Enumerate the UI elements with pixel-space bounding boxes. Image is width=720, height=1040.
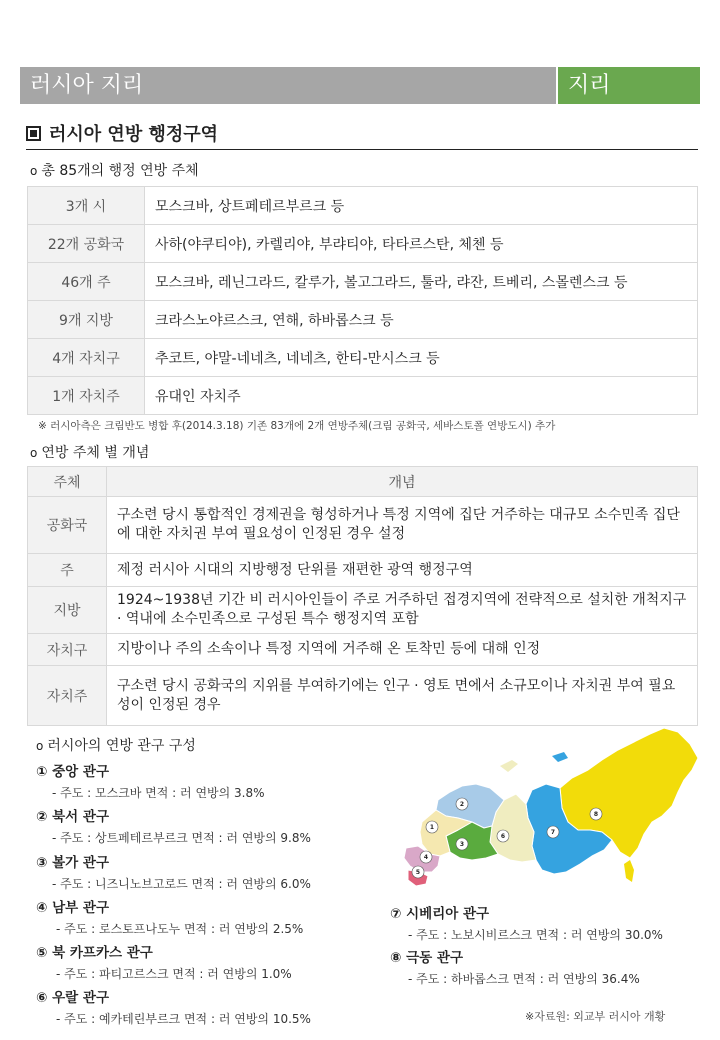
- map-marker-4: [420, 851, 432, 863]
- table-cell-key: 4개 자치구: [28, 339, 145, 377]
- map-marker-7: [547, 826, 559, 838]
- district-title: ⑦ 시베리아 관구: [390, 906, 490, 922]
- concepts-heading: [30, 442, 149, 462]
- table-row: [28, 497, 698, 554]
- map-label-5: 5: [415, 869, 421, 876]
- district-title: ① 중앙 관구: [36, 764, 109, 780]
- table-cell-key: 1개 자치주: [28, 377, 145, 415]
- table-row: [28, 187, 698, 225]
- district-detail: - 주도 : 하바롭스크 면적 : 러 연방의 36.4%: [408, 972, 640, 986]
- map-marker-2: [456, 798, 468, 810]
- table-cell-key: 46개 주: [28, 263, 145, 301]
- table-cell-key: 22개 공화국: [28, 225, 145, 263]
- page-title: 러시아 지리: [20, 67, 556, 104]
- circle-bullet-icon: o: [36, 739, 44, 753]
- districts-heading: [36, 735, 196, 755]
- table-row: [28, 225, 698, 263]
- table-cell-value: 모스크바, 레닌그라드, 칼루가, 볼고그라드, 툴라, 랴잔, 트베리, 스몰렌스크 등: [145, 263, 698, 301]
- section-heading: [26, 120, 218, 146]
- table-cell-key: 9개 지방: [28, 301, 145, 339]
- subjects-note: ※ 러시아측은 크림반도 병합 후(2014.3.18) 기존 83개에 2개 연방주체(크림 공화국, 세바스토폴 연방도시) 추가: [38, 420, 556, 432]
- concepts-heading-text: 연방 주체 별 개념: [41, 445, 150, 461]
- table-cell-value: 구소련 당시 통합적인 경제권을 형성하거나 특정 지역에 집단 거주하는 대규모 소수민족 집단에 대한 자치권 부여 필요성이 인정된 경우 설정: [107, 497, 698, 554]
- map-marker-5: [412, 866, 424, 878]
- table-row: [28, 263, 698, 301]
- table-cell-key: 자치주: [28, 666, 107, 726]
- district-detail: - 주도 : 파티고르스크 면적 : 러 연방의 1.0%: [56, 967, 292, 981]
- table-cell-value: 유대인 자치주: [145, 377, 698, 415]
- table-cell-key: 3개 시: [28, 187, 145, 225]
- district-title: ② 북서 관구: [36, 809, 109, 825]
- districts-heading-text: 러시아의 연방 관구 구성: [47, 738, 196, 754]
- table-row: [28, 634, 698, 666]
- table-cell-value: 제정 러시아 시대의 지방행정 단위를 재편한 광역 행정구역: [107, 554, 698, 587]
- table-row: [28, 666, 698, 726]
- table-cell-key: 주: [28, 554, 107, 587]
- source-note: ※자료원: 외교부 러시아 개황: [525, 1010, 666, 1023]
- table-cell-value: 구소련 당시 공화국의 지위를 부여하기에는 인구 · 영토 면에서 소규모이나 자치권 부여 필요성이 인정된 경우: [107, 666, 698, 726]
- subjects-table: [27, 186, 698, 415]
- district-detail: - 주도 : 상트페테르부르크 면적 : 러 연방의 9.8%: [52, 831, 311, 845]
- table-row: [28, 339, 698, 377]
- district-title: ④ 남부 관구: [36, 900, 109, 916]
- map-marker-8: [590, 808, 602, 820]
- district-detail: - 주도 : 니즈니노브고로드 면적 : 러 연방의 6.0%: [52, 877, 311, 891]
- table-cell-value: 1924~1938년 기간 비 러시아인들이 주로 거주하던 접경지역에 전략적으로 설치한 개척지구 · 역내에 소수민족으로 구성된 특수 행정지역 포함: [107, 587, 698, 634]
- map-label-1: 1: [429, 824, 435, 831]
- table-cell-key: 공화국: [28, 497, 107, 554]
- district-detail: - 주도 : 로스토프나도누 면적 : 러 연방의 2.5%: [56, 922, 304, 936]
- concepts-table: [27, 466, 698, 726]
- map-island-severnaya-zemlya: [552, 752, 568, 762]
- map-label-8: 8: [593, 811, 599, 818]
- title-bar: [20, 67, 700, 104]
- map-label-6: 6: [500, 833, 506, 840]
- map-label-7: 7: [550, 829, 556, 836]
- square-bullet-icon: [26, 126, 41, 141]
- district-title: ⑧ 극동 관구: [390, 950, 463, 966]
- table-cell-value: 사하(야쿠티야), 카렐리야, 부랴티야, 타타르스탄, 체첸 등: [145, 225, 698, 263]
- russia-districts-map: [392, 726, 702, 896]
- map-marker-3: [456, 838, 468, 850]
- column-header-concept: 개념: [107, 467, 698, 497]
- district-title: ⑤ 북 카프카스 관구: [36, 945, 153, 961]
- district-title: ⑥ 우랄 관구: [36, 990, 109, 1006]
- district-title: ③ 볼가 관구: [36, 855, 109, 871]
- table-cell-key: 자치구: [28, 634, 107, 666]
- section-divider: [26, 149, 698, 150]
- map-island-sakhalin: [624, 860, 634, 882]
- section-title: 러시아 연방 행정구역: [49, 124, 219, 145]
- circle-bullet-icon: o: [30, 164, 38, 178]
- table-cell-value: 모스크바, 상트페테르부르크 등: [145, 187, 698, 225]
- subjects-heading-text: 총 85개의 행정 연방 주체: [41, 163, 199, 179]
- table-cell-key: 지방: [28, 587, 107, 634]
- subjects-heading: [30, 160, 199, 180]
- map-island-novaya-zemlya: [500, 760, 518, 772]
- circle-bullet-icon: o: [30, 446, 38, 460]
- map-label-2: 2: [459, 801, 465, 808]
- table-row: [28, 587, 698, 634]
- table-cell-value: 크라스노야르스크, 연해, 하바롭스크 등: [145, 301, 698, 339]
- table-row: [28, 554, 698, 587]
- map-marker-1: [426, 821, 438, 833]
- table-header-row: [28, 467, 698, 497]
- table-cell-value: 추코트, 야말-네네츠, 네네츠, 한티-만시스크 등: [145, 339, 698, 377]
- map-marker-6: [497, 830, 509, 842]
- map-label-4: 4: [423, 854, 429, 861]
- district-detail: - 주도 : 노보시비르스크 면적 : 러 연방의 30.0%: [408, 928, 663, 942]
- district-detail: - 주도 : 예카테린부르크 면적 : 러 연방의 10.5%: [56, 1012, 311, 1026]
- district-detail: - 주도 : 모스크바 면적 : 러 연방의 3.8%: [52, 786, 265, 800]
- map-label-3: 3: [459, 841, 465, 848]
- table-row: [28, 301, 698, 339]
- category-tag: 지리: [558, 67, 700, 104]
- column-header-subject: 주체: [28, 467, 107, 497]
- table-row: [28, 377, 698, 415]
- table-cell-value: 지방이나 주의 소속이나 특정 지역에 거주해 온 토착민 등에 대해 인정: [107, 634, 698, 666]
